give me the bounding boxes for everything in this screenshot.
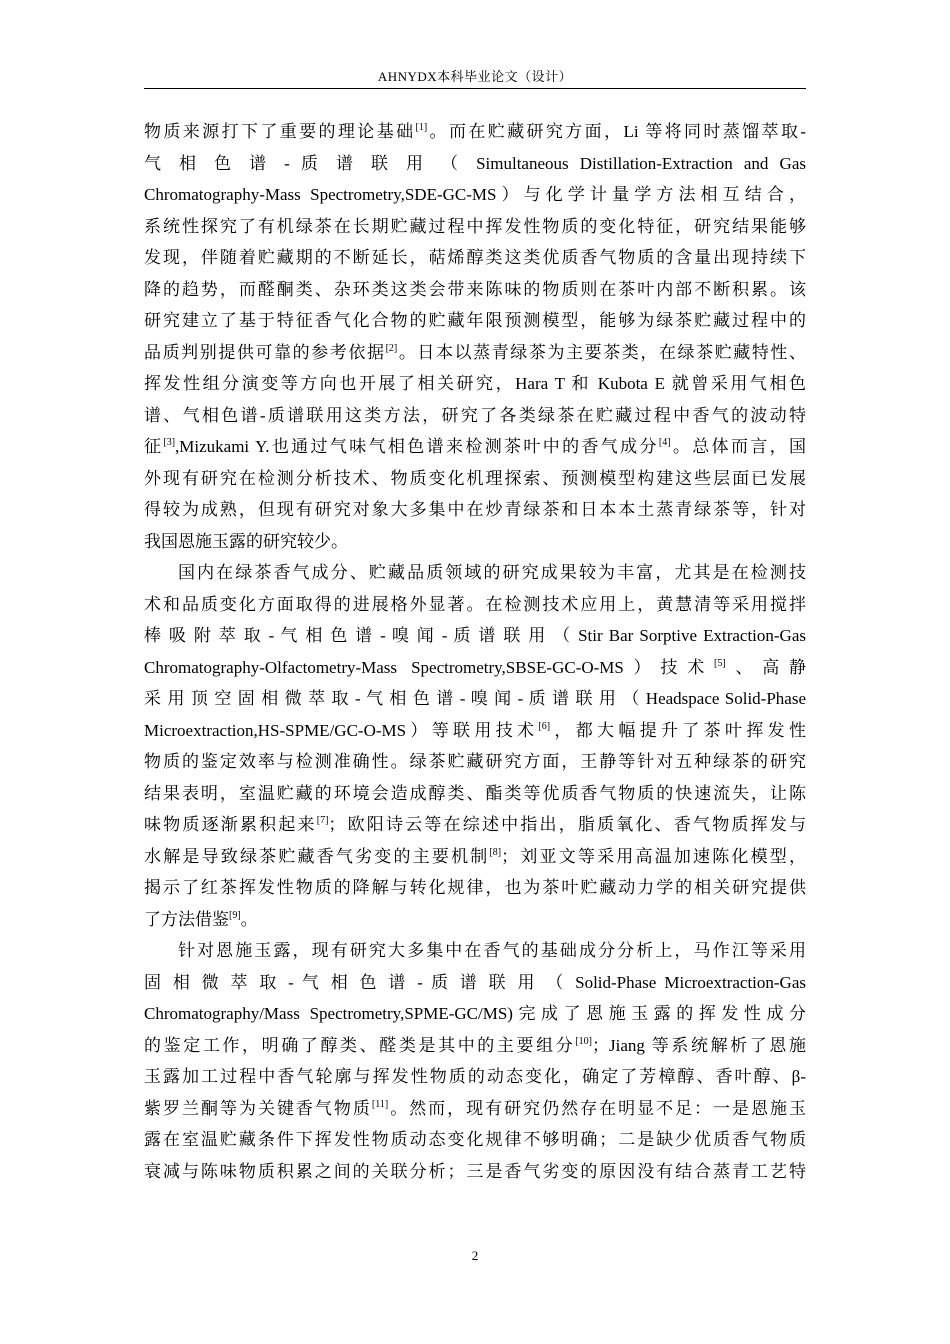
text-line [144,778,806,810]
citation-ref: [8] [489,846,502,858]
text-line [144,809,806,841]
text-run: 国内在绿茶香气成分、贮藏品质领域的研究成果较为丰富，尤其是在检测技 [178,563,806,582]
text-line [144,400,806,432]
text-run: ,Mizukami Y.也通过气味气相色谱来检测茶叶中的香气成分 [175,437,659,456]
text-run: Microextraction,HS-SPME/GC-O-MS）等联用技术 [144,720,539,740]
citation-ref: [3] [163,437,176,448]
text-line [144,935,806,967]
text-run: 采 用 顶 空 固 相 微 萃 取 - 气 相 色 谱 - 嗅 闻 - 质 谱 联 用 （ Headspace Solid-Phase [144,689,806,708]
text-line [144,242,806,274]
running-header: AHNYDX本科毕业论文（设计） [377,69,573,84]
text-line [144,148,806,180]
text-run: 发现，伴随着贮藏期的不断延长，萜烯醇类这类优质香气物质的含量出现持续下 [144,248,806,267]
text-run: 、高静 [725,657,806,677]
text-run: 挥发性组分演变等方向也开展了相关研究，Hara T 和 Kubota E 就曾采用气相色 [144,374,806,393]
citation-ref: [11] [371,1098,389,1110]
text-line [144,526,806,558]
text-run: ；欧阳诗云等在综述中指出，脂质氧化、香气物质挥发与 [328,815,806,834]
text-line [144,746,806,778]
header-rule [144,88,806,89]
text-run: Chromatography-Olfactometry-Mass Spectrometry,SBSE-GC-O-MS）技术 [144,657,714,677]
text-run: 得较为成熟，但现有研究对象大多集中在炒青绿茶和日本本土蒸青绿茶等，针对 [144,500,806,519]
text-run: 降的趋势，而醛酮类、杂环类这类会带来陈味的物质则在茶叶内部不断积累。该 [144,279,806,299]
text-run: 。 [240,909,258,929]
text-line [144,305,806,337]
text-run: 物质来源打下了重要的理论基础 [144,122,416,141]
text-run: 水解是导致绿茶贮藏香气劣变的主要机制 [144,846,490,866]
text-line [144,1061,806,1093]
citation-ref: [1] [415,122,428,133]
text-run: 紫罗兰酮等为关键香气物质 [144,1098,372,1118]
text-run: 揭示了红茶挥发性物质的降解与转化规律，也为茶叶贮藏动力学的相关研究提供 [144,878,806,897]
text-run: 玉露加工过程中香气轮廓与挥发性物质的动态变化，确定了芳樟醇、香叶醇、β- [144,1067,806,1086]
text-run: 了方法借鉴 [144,909,229,929]
text-line [144,589,806,621]
text-run: 露在室温贮藏条件下挥发性物质动态变化规律不够明确；二是缺少优质香气物质 [144,1130,806,1149]
text-line [144,715,806,747]
text-line [144,179,806,211]
text-line [144,998,806,1030]
text-run: 固 相 微 萃 取 - 气 相 色 谱 - 质 谱 联 用 （ Solid-Phase Microextraction-Gas [144,972,806,992]
text-run: 的鉴定工作，明确了醇类、醛类是其中的主要组分 [144,1035,576,1055]
text-line [144,620,806,652]
citation-ref: [2] [385,342,398,354]
citation-ref: [7] [316,815,329,826]
text-run: 。然而，现有研究仍然存在明显不足：一是恩施玉 [388,1098,806,1118]
text-line [144,431,806,463]
text-run: 味物质逐渐累积起来 [144,815,317,834]
text-run: ；Jiang 等系统解析了恩施 [592,1035,806,1055]
body-text [144,116,806,1187]
citation-ref: [9] [229,909,241,921]
text-line [144,274,806,306]
text-line [144,1030,806,1062]
text-line [144,211,806,243]
text-run: ，都大幅提升了茶叶挥发性 [550,720,806,740]
text-line [144,652,806,684]
text-line [144,463,806,495]
text-run: 衰减与陈味物质积累之间的关联分析；三是香气劣变的原因没有结合蒸青工艺特 [144,1161,806,1181]
text-run: 我国恩施玉露的研究较少。 [144,531,348,551]
text-run: 品质判别提供可靠的参考依据 [144,342,386,362]
text-line [144,557,806,589]
text-run: Chromatography/Mass Spectrometry,SPME-GC/MS)完成了恩施玉露的挥发性成分 [144,1004,806,1023]
text-run: 针对恩施玉露，现有研究大多集中在香气的基础成分分析上，马作江等采用 [178,941,806,960]
text-line [144,1156,806,1188]
text-run: 棒 吸 附 萃 取 - 气 相 色 谱 - 嗅 闻 - 质 谱 联 用 （ Stir Bar Sorptive Extraction-Gas [144,626,806,645]
text-run: 征 [144,437,164,456]
text-line [144,841,806,873]
text-run: 系统性探究了有机绿茶在长期贮藏过程中挥发性物质的变化特征，研究结果能够 [144,216,806,236]
text-line [144,967,806,999]
text-run: 。日本以蒸青绿茶为主要茶类，在绿茶贮藏特性、 [397,342,806,362]
text-line [144,683,806,715]
text-line [144,872,806,904]
text-run: 物质的鉴定效率与检测准确性。绿茶贮藏研究方面，王静等针对五种绿茶的研究 [144,752,806,771]
text-line [144,904,806,936]
text-line [144,116,806,148]
text-run: Chromatography-Mass Spectrometry,SDE-GC-MS）与化学计量学方法相互结合， [144,185,806,204]
text-line [144,494,806,526]
text-run: 。而在贮藏研究方面，Li 等将同时蒸馏萃取- [427,122,806,141]
text-run: 外现有研究在检测分析技术、物质变化机理探索、预测模型构建这些层面已发展 [144,468,806,488]
text-line [144,368,806,400]
text-run: 。总体而言，国 [670,437,806,456]
page-number: 2 [471,1248,479,1263]
text-line [144,337,806,369]
text-run: 研究建立了基于特征香气化合物的贮藏年限预测模型，能够为绿茶贮藏过程中的 [144,311,806,330]
citation-ref: [10] [575,1035,593,1047]
citation-ref: [4] [658,437,671,448]
text-run: 结果表明，室温贮藏的环境会造成醇类、酯类等优质香气物质的快速流失，让陈 [144,783,806,803]
text-run: 术和品质变化方面取得的进展格外显著。在检测技术应用上，黄慧清等采用搅拌 [144,594,806,614]
text-run: 气 相 色 谱 - 质 谱 联 用 （ Simultaneous Distillation-Extraction and Gas [144,153,806,173]
citation-ref: [5] [714,657,726,669]
text-run: ；刘亚文等采用高温加速陈化模型， [501,846,806,866]
citation-ref: [6] [538,720,551,732]
text-line [144,1093,806,1125]
text-run: 谱、气相色谱-质谱联用这类方法，研究了各类绿茶在贮藏过程中香气的波动特 [144,405,806,425]
text-line [144,1124,806,1156]
